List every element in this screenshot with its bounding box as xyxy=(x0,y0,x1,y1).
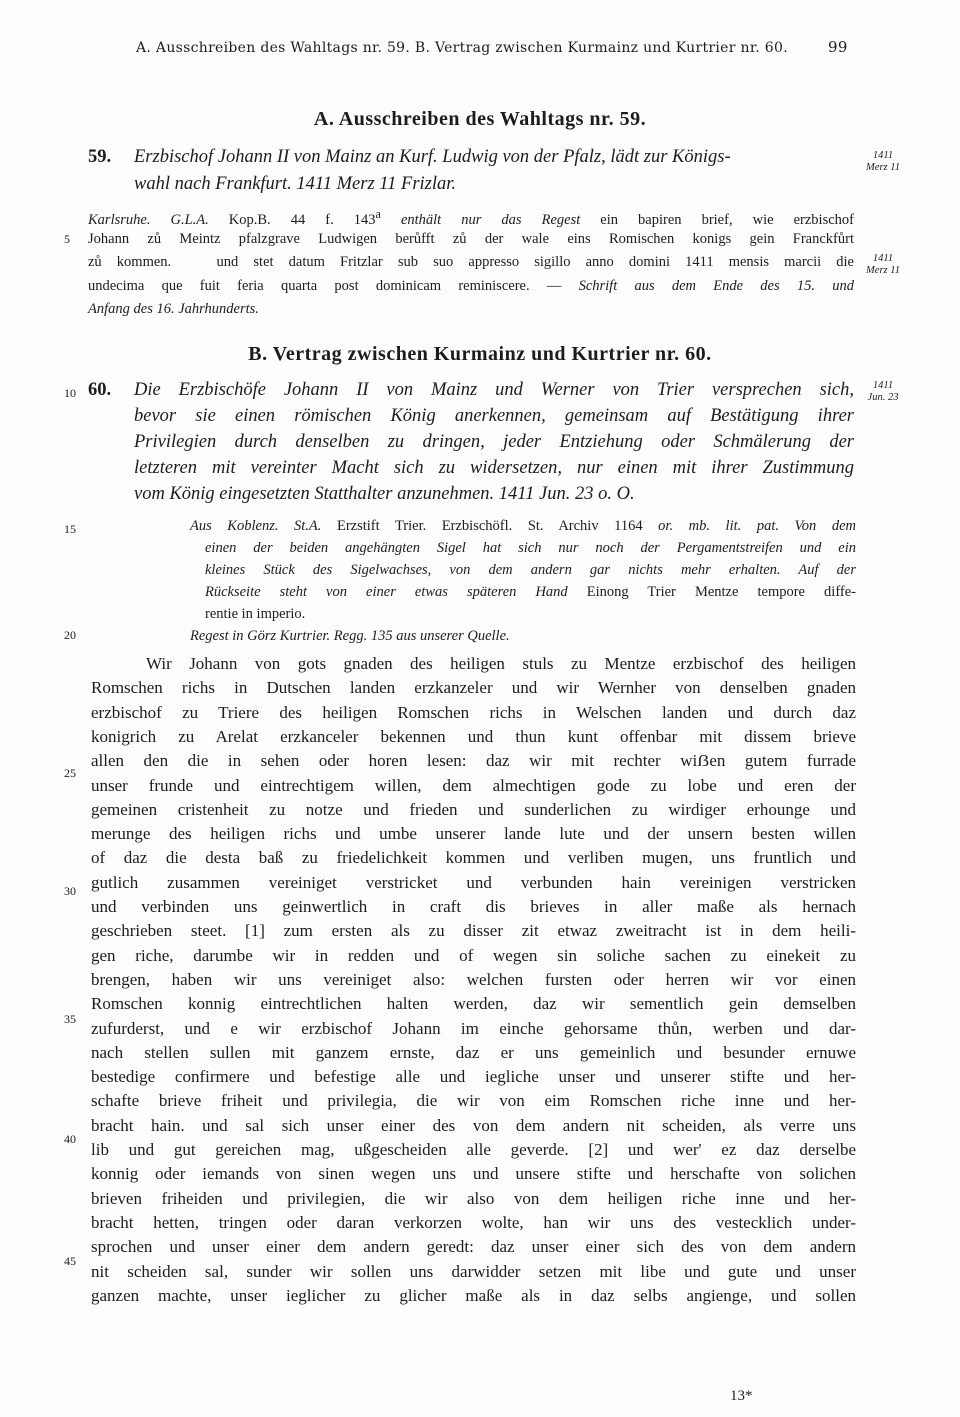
doc-59-note-line: Johann zů Meintz pfalzgrave Ludwigen berůfft zů der wale eins Romischen konigs gein Franckfůrt xyxy=(88,230,854,247)
line-number: 40 xyxy=(64,1132,76,1146)
main-text-line: Wir Johann von gots gnaden des heiligen stuls zu Mentze erzbischof des heiligen xyxy=(146,654,856,673)
main-text-line: nach stellen sullen mit ganzem ernste, daz er uns gemeinlich und besunder ernuwe xyxy=(91,1042,856,1062)
doc-60-regest-line: vom König eingesetzten Statthalter anzunehmen. 1411 Jun. 23 o. O. xyxy=(134,484,635,504)
doc-60-regest-line: bevor sie einen römischen König anerkennen, gemeinsam auf Bestätigung ihrer xyxy=(134,406,854,426)
main-text-line: gutlich zusammen vereiniget verstricket und verbunden hain vereinigen verstricken xyxy=(91,872,856,892)
doc-60-source-line: einen der beiden angehängten Sigel hat sich nur noch der Pergamentstreifen und ein xyxy=(205,540,856,556)
page-number: 99 xyxy=(828,38,848,56)
main-text-line: gen riche, darumbe wir in redden und of wegen sin soliche sachen zu einekeit zu xyxy=(91,945,856,965)
main-text-line: merunge des heiligen richs und umbe unserer lande lute und der unsern besten willen xyxy=(91,824,856,844)
line-number: 25 xyxy=(64,766,76,780)
main-text-line: brengen, haben wir uns vereiniget also: welchen fursten oder herren wir vor einen xyxy=(91,969,856,989)
doc-59-number: 59. xyxy=(88,147,112,167)
doc-59-note-line: zů kommen. und stet datum Fritzlar sub suo appresso sigillo anno domini 1411 mensis marcii die xyxy=(88,254,854,270)
running-head: A. Ausschreiben des Wahltags nr. 59. B. Vertrag zwischen Kurmainz und Kurtrier nr. 60. xyxy=(136,40,788,56)
line-number: 30 xyxy=(64,884,76,898)
signature-mark: 13* xyxy=(730,1388,753,1404)
main-text-line: unser frunde und eintrechtigem willen, dem almechtigen gode zu lobe und eren der xyxy=(91,775,856,795)
doc-59-note-line: Karlsruhe. G.L.A. Kop.B. 44 f. 143$^a$ enthält nur das Regest ein bapiren brief, wie erzbischof xyxy=(88,207,854,228)
section-b-heading: B. Vertrag zwischen Kurmainz und Kurtrier nr. 60. xyxy=(248,343,712,365)
doc-59-note-margin-date: 1411 Merz 11 xyxy=(866,253,900,276)
main-text-line: Romschen konnig eintrechtlichen halten werden, daz wir sementlich gein demselben xyxy=(91,994,856,1014)
doc-59-regest-line: Erzbischof Johann II von Mainz an Kurf. Ludwig von der Pfalz, lädt zur Königs- xyxy=(134,147,731,167)
doc-60-source-line: kleines Stück des Sigelwachses, von dem andern gar nichts mehr erhalten. Auf der xyxy=(205,562,856,578)
doc-60-source-line: rentie in imperio. xyxy=(205,606,306,622)
doc-60-source-line: Aus Koblenz. St.A. Erzstift Trier. Erzbischöfl. St. Archiv 1164 or. mb. lit. pat. Von dem xyxy=(190,518,857,534)
doc-59-regest-line: wahl nach Frankfurt. 1411 Merz 11 Frizlar. xyxy=(134,174,457,194)
main-text-line: nit scheiden sal, sunder wir sollen uns darwidder setzen mit libe und gute und unser xyxy=(91,1261,856,1281)
doc-59-note-line: undecima que fuit feria quarta post dominicam reminiscere. — Schrift aus dem Ende des 15. und xyxy=(88,277,854,294)
main-text-line: bestedige confirmere und befestige alle und iegliche unser und unserer stifte und her- xyxy=(91,1067,856,1087)
doc-59-note-line: Anfang des 16. Jahrhunderts. xyxy=(88,301,259,317)
main-text-line: gemeinen cristenheit zu notze und frieden und sunderlichen zu wirdiger erhounge und xyxy=(91,799,856,819)
doc-60-source-line: Regest in Görz Kurtrier. Regg. 135 aus unserer Quelle. xyxy=(190,628,510,644)
main-text-line: bracht hain. und sal sich unser einer des von dem andern nit scheiden, als verre uns xyxy=(91,1115,856,1135)
main-text-line: und verbinden uns geinwertlich in craft dis brieves in aller maße als hernach xyxy=(91,897,856,916)
doc-59-margin-date: 1411 Merz 11 xyxy=(866,150,900,173)
line-number: 5 xyxy=(64,232,70,246)
line-number: 20 xyxy=(64,628,76,642)
section-a-heading: A. Ausschreiben des Wahltags nr. 59. xyxy=(313,108,647,130)
line-number: 10 xyxy=(64,386,76,400)
main-text-line: erzbischof zu Triere des heiligen Romschen richs in Welschen landen und durch daz xyxy=(91,702,856,722)
doc-60-margin-date: 1411 Jun. 23 xyxy=(867,380,899,403)
doc-60-regest-line: letzteren mit vereinter Macht sich zu widersetzen, nur einen mit ihrer Zustimmung xyxy=(134,458,854,478)
main-text-line: bracht hetten, tringen oder daran verkorzen wolte, han wir uns des vestecklich under- xyxy=(91,1212,856,1232)
line-number: 15 xyxy=(64,522,76,536)
doc-60-regest-line: Die Erzbischöfe Johann II von Mainz und Werner von Trier versprechen sich, xyxy=(134,380,854,400)
main-text-line: allen den die in sehen oder horen lesen: daz wir mit rechter wiẞen gutem furrade xyxy=(91,751,856,771)
main-text-line: of daz die desta baß zu friedelichkeit kommen und verliben mugen, uns fruntlich und xyxy=(91,848,856,868)
main-text-line: sprochen und unser einer dem andern geredt: daz unser einer sich des von dem andern xyxy=(91,1237,856,1257)
main-text-line: konnig oder iemands von sinen wegen uns und unsere stifte und herschafte von solichen xyxy=(91,1164,856,1184)
main-text-line: brieven friheiden und privilegien, die wir also von dem heiligen riche inne und her- xyxy=(91,1188,856,1208)
doc-60-source-line: Rückseite steht von einer etwas späteren Hand Einong Trier Mentze tempore diffe- xyxy=(205,584,856,600)
line-number: 35 xyxy=(64,1012,76,1026)
doc-60-number: 60. xyxy=(88,380,112,400)
doc-60-regest-line: Privilegien durch denselben zu dringen, jeder Entziehung oder Schmälerung der xyxy=(134,432,854,452)
line-number: 45 xyxy=(64,1254,76,1268)
main-text-line: geschrieben steet. [1] zum ersten als zu disser zit etwaz zweitracht ist in dem heili- xyxy=(91,921,856,941)
main-text-line: konigrich zu Arelat erzkanceler bekennen und thun kunt offenbar mit dissem brieve xyxy=(91,726,856,746)
main-text-line: schafte brieve friheit und privilegia, die wir von eim Romschen riche inne und her- xyxy=(91,1091,856,1111)
main-text-line: zufurderst, und e wir erzbischof Johann im einche gehorsame thůn, werben und dar- xyxy=(91,1018,856,1038)
main-text-line: Romschen richs in Dutschen landen erzkanzeler und wir Wernher von denselben gnaden xyxy=(91,678,856,698)
main-text-line: lib und gut gereichen mag, ußgescheiden alle geverde. [2] und wer' ez daz derselbe xyxy=(91,1140,856,1159)
main-text-line: ganzen machte, unser ieglicher zu glicher maße als in daz selbs angienge, und sollen xyxy=(91,1285,856,1305)
